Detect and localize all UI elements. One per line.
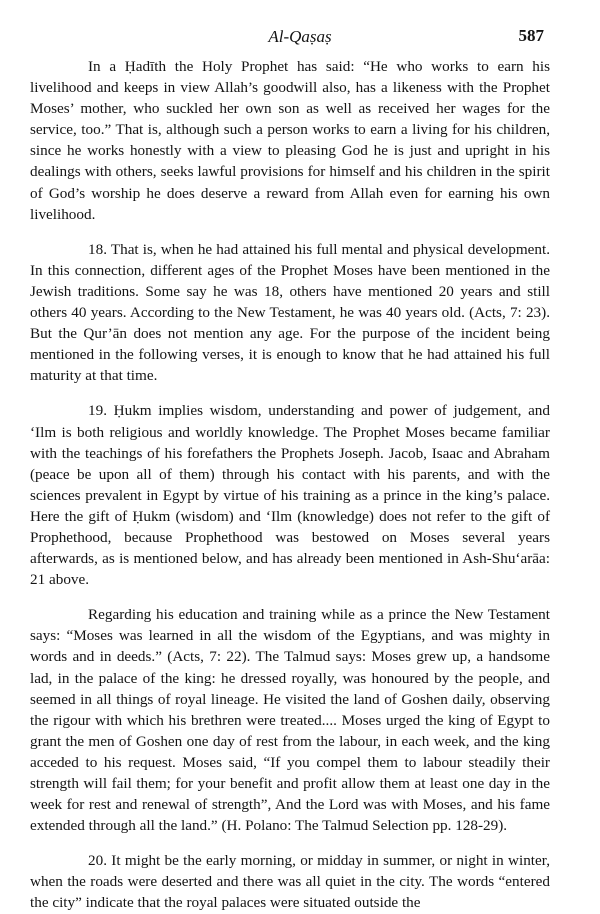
page-number: 587 [518, 26, 544, 45]
chapter-title: Al-Qaṣaṣ [268, 27, 332, 46]
note-19-continuation-paragraph: Regarding his education and training while as a prince the New Testament says: “Moses was learned in all the wisdom of the Egyptians, and was mighty in words and in deeds.” (Acts, 7: 22). The Talmud says: Moses grew up, a handsome lad, in the palace of the king: he dressed royally, was honoured by the people, and seemed in all things of royal lineage. He visited the land of Goshen daily, observing the rigour with which his brethren were treated.... Moses urged the king of Egypt to grant the men of Goshen one day of rest from the labour, in each week, and the king acceded to his request. Moses said, “If you compel them to labour steadily their strength will fail them; for your benefit and profit allow them at least one day in the week for rest and renewal of strength”, And the Lord was with Moses, and his fame extended through all the land.” (H. Polano: The Talmud Selection pp. 128-29). [30, 606, 550, 835]
running-header [40, 22, 560, 48]
note-18-paragraph: 18. That is, when he had attained his full mental and physical development. In this connection, different ages of the Prophet Moses have been mentioned in the Jewish traditions. Some say he was 18, others have mentioned 20 years and still others 40 years. According to the New Testament, he was 40 years old. (Acts, 7: 23). But the Qur’ān does not mention any age. For the purpose of the incident being mentioned in the following verses, it is enough to know that he had attained his full maturity at that time. [30, 240, 550, 385]
body-text [30, 56, 550, 914]
note-19-paragraph: 19. Ḥukm implies wisdom, understanding and power of judgement, and ‘Ilm is both religious and worldly knowledge. The Prophet Moses became familiar with the teachings of his forefathers the Prophets Joseph. Jacob, Isaac and Abraham (peace be upon all of them) through his contact with his parents, and with the sciences prevalent in Egypt by virtue of his training as a prince in the king’s palace. Here the gift of Ḥukm (wisdom) and ‘Ilm (knowledge) does not refer to the gift of Prophethood, because Prophethood was bestowed on Moses several years afterwards, as is mentioned below, and has already been mentioned in Ash-Shu‘arāa: 21 above. [30, 402, 550, 589]
note-20-paragraph: 20. It might be the early morning, or midday in summer, or night in winter, when the roads were deserted and there was all quiet in the city. The words “entered the city” indicate that the royal palaces were situated outside the [30, 852, 550, 912]
paragraph-hadith-commentary: In a Ḥadīth the Holy Prophet has said: “He who works to earn his livelihood and keeps in view Allah’s goodwill also, has a likeness with the Prophet Moses’ mother, who suckled her own son as well as received her wages for the service, too.” That is, although such a person works to earn a living for his children, since he works honestly with a view to pleasing God he is just and upright in his dealings with others, seeks lawful provisions for himself and his children in the spirit of God’s worship he does deserve a reward from Allah even for earning his own livelihood. [30, 58, 550, 223]
